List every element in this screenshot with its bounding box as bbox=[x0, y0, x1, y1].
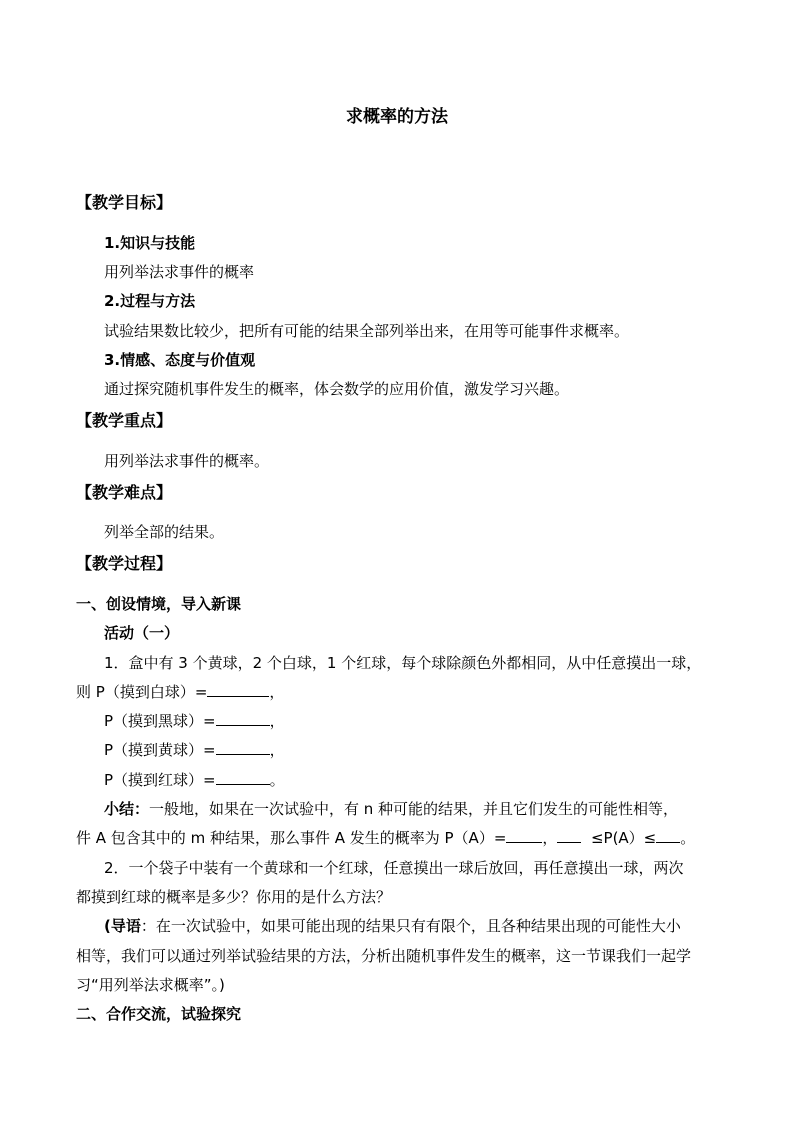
objective-label-1: 1.知识与技能 bbox=[104, 234, 196, 252]
guide-text: ：在一次试验中，如果可能出现的结果只有有限个，且各种结果出现的可能性大小 bbox=[140, 917, 681, 935]
period: 。 bbox=[269, 771, 285, 789]
difficulties-text: 列举全部的结果。 bbox=[104, 523, 225, 541]
period: 。 bbox=[680, 829, 696, 847]
objective-text-1: 用列举法求事件的概率 bbox=[104, 263, 255, 281]
objective-label-3: 3.情感、态度与价值观 bbox=[104, 351, 256, 369]
question1-line1: 1．盒中有 3 个黄球，2 个白球，1 个红球，每个球除颜色外都相同，从中任意摸出一球， bbox=[104, 654, 702, 672]
question1-red-ball bbox=[104, 770, 285, 790]
answer-blank bbox=[506, 828, 542, 843]
process-heading: 【教学过程】 bbox=[76, 554, 173, 573]
white-ball-prefix: 则 P（摸到白球）= bbox=[76, 683, 208, 701]
summary-text: 一般地，如果在一次试验中，有 n 种可能的结果，并且它们发生的可能性相等， bbox=[149, 800, 679, 818]
guide-label: (导语 bbox=[104, 917, 141, 935]
probability-range: ≤P(A）≤ bbox=[590, 829, 657, 847]
question1-black-ball bbox=[104, 711, 285, 731]
guide-line3: 习“用列举法求概率”。) bbox=[76, 976, 225, 994]
comma: ， bbox=[269, 741, 285, 759]
question1-white-ball bbox=[76, 682, 284, 702]
objective-text-3: 通过探究随机事件发生的概率，体会数学的应用价值，激发学习兴趣。 bbox=[104, 380, 570, 398]
answer-blank bbox=[216, 711, 270, 726]
comma: ， bbox=[542, 829, 558, 847]
answer-blank bbox=[656, 828, 680, 843]
answer-blank bbox=[207, 682, 269, 697]
answer-blank bbox=[216, 770, 270, 785]
yellow-ball-prefix: P（摸到黄球）= bbox=[104, 741, 216, 759]
objectives-heading: 【教学目标】 bbox=[76, 193, 173, 212]
objective-label-2: 2.过程与方法 bbox=[104, 292, 196, 310]
difficulties-heading: 【教学难点】 bbox=[76, 483, 173, 502]
red-ball-prefix: P（摸到红球）= bbox=[104, 771, 216, 789]
key-points-text: 用列举法求事件的概率。 bbox=[104, 452, 270, 470]
key-points-heading: 【教学重点】 bbox=[76, 411, 173, 430]
summary-line2-prefix: 件 A 包含其中的 m 种结果，那么事件 A 发生的概率为 P（A）= bbox=[76, 829, 507, 847]
comma: ， bbox=[269, 712, 285, 730]
summary-line2 bbox=[76, 828, 695, 848]
document-title: 求概率的方法 bbox=[346, 107, 448, 127]
objective-text-2: 试验结果数比较少，把所有可能的结果全部列举出来，在用等可能事件求概率。 bbox=[104, 322, 630, 340]
black-ball-prefix: P（摸到黑球）= bbox=[104, 712, 216, 730]
question2-line1: 2．一个袋子中装有一个黄球和一个红球，任意摸出一球后放回，再任意摸出一球，两次 bbox=[104, 859, 684, 877]
answer-blank bbox=[557, 828, 581, 843]
question2-line2: 都摸到红球的概率是多少？你用的是什么方法？ bbox=[76, 888, 392, 906]
answer-blank bbox=[216, 740, 270, 755]
part1-heading: 一、创设情境，导入新课 bbox=[76, 595, 242, 613]
summary-label: 小结： bbox=[104, 800, 150, 818]
guide-line2: 相等，我们可以通过列举试验结果的方法，分析出随机事件发生的概率，这一节课我们一起学 bbox=[76, 947, 692, 965]
part2-heading: 二、合作交流，试验探究 bbox=[76, 1005, 242, 1023]
activity-label: 活动（一） bbox=[104, 624, 180, 642]
comma: ， bbox=[269, 683, 285, 701]
summary-line1 bbox=[104, 799, 678, 819]
question1-yellow-ball bbox=[104, 740, 285, 760]
guide-line1 bbox=[104, 916, 681, 936]
